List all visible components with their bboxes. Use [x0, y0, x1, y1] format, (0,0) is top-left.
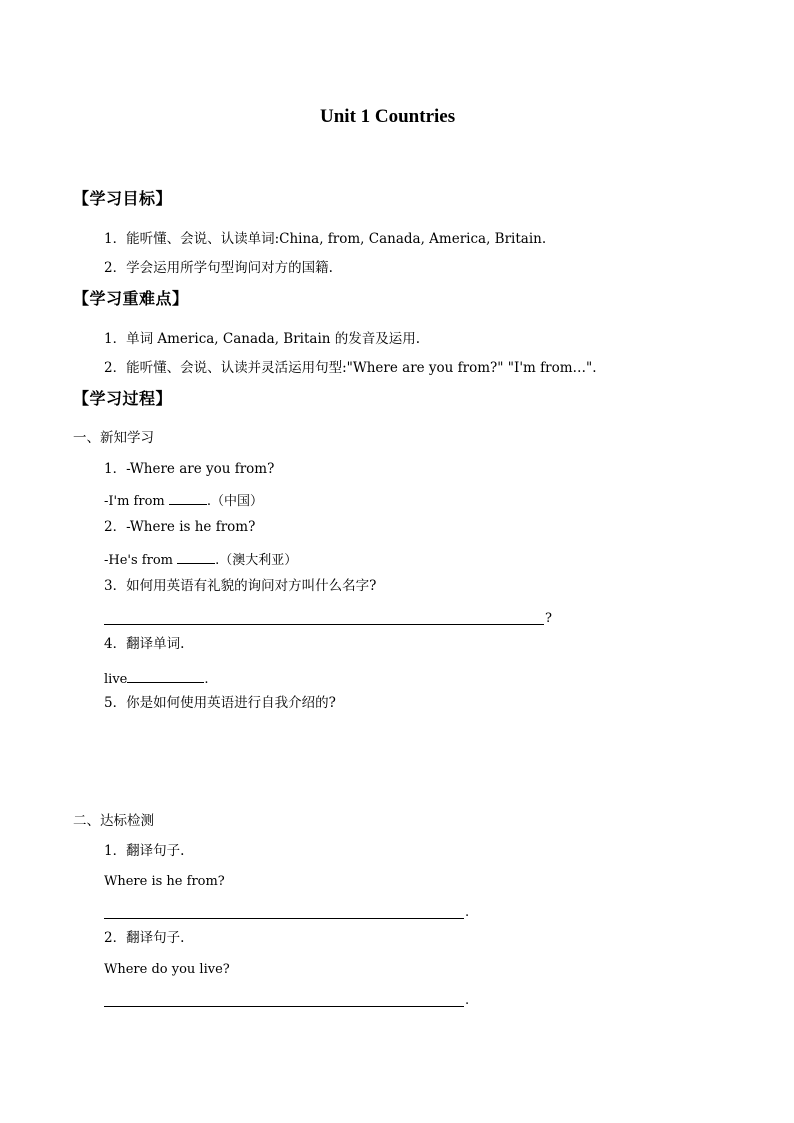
- page-title: Unit 1 Countries: [320, 106, 456, 127]
- part2-sentence-2: Where do you live?: [104, 962, 230, 977]
- part2-question-1: 1．翻译句子.: [104, 843, 185, 859]
- part1-answer-1: [104, 492, 263, 508]
- part1-question-3: 3．如何用英语有礼貌的询问对方叫什么名字?: [104, 578, 377, 594]
- key-point-item-1: 1．单词 America, Canada, Britain 的发音及运用.: [104, 331, 421, 347]
- answer-2-suffix: .（澳大利亚）: [215, 553, 298, 568]
- objectives-heading: 【学习目标】: [73, 189, 173, 208]
- part1-answer-2: [104, 551, 297, 567]
- part1-heading: 一、新知学习: [73, 430, 154, 446]
- answer-4-end: .: [204, 672, 209, 687]
- part2-sentence-1: Where is he from?: [104, 874, 225, 889]
- part2-answer-2-line[interactable]: [104, 1006, 464, 1007]
- part1-answer-4: [104, 670, 209, 686]
- part2-answer-1-line[interactable]: [104, 918, 464, 919]
- answer-4-blank[interactable]: [127, 670, 204, 683]
- answer-2-blank[interactable]: [177, 551, 215, 564]
- objective-item-1: 1．能听懂、会说、认读单词:China, from, Canada, America, Britain.: [104, 231, 547, 247]
- answer-1-prefix: -I'm from: [104, 494, 165, 509]
- part1-question-2: 2．-Where is he from?: [104, 519, 256, 535]
- part2-question-2: 2．翻译句子.: [104, 930, 185, 946]
- part1-question-5: 5．你是如何使用英语进行自我介绍的?: [104, 695, 336, 711]
- key-point-item-2: 2．能听懂、会说、认读并灵活运用句型:"Where are you from?" "I'm from…".: [104, 360, 597, 376]
- part2-answer-2-end: .: [465, 993, 470, 1008]
- part1-question-4: 4．翻译单词.: [104, 636, 185, 652]
- answer-4-word: live: [104, 672, 128, 687]
- answer-1-suffix: .（中国）: [206, 494, 264, 509]
- objective-item-2: 2．学会运用所学句型询问对方的国籍.: [104, 260, 333, 276]
- part1-question-1: 1．-Where are you from?: [104, 461, 275, 477]
- process-heading: 【学习过程】: [73, 389, 173, 408]
- answer-3-line[interactable]: [104, 624, 544, 625]
- answer-2-prefix: -He's from: [104, 553, 173, 568]
- answer-3-end: ?: [545, 611, 552, 626]
- part2-heading: 二、达标检测: [73, 813, 154, 829]
- key-points-heading: 【学习重难点】: [73, 289, 189, 308]
- part2-answer-1-end: .: [465, 905, 470, 920]
- answer-1-blank[interactable]: [169, 492, 207, 505]
